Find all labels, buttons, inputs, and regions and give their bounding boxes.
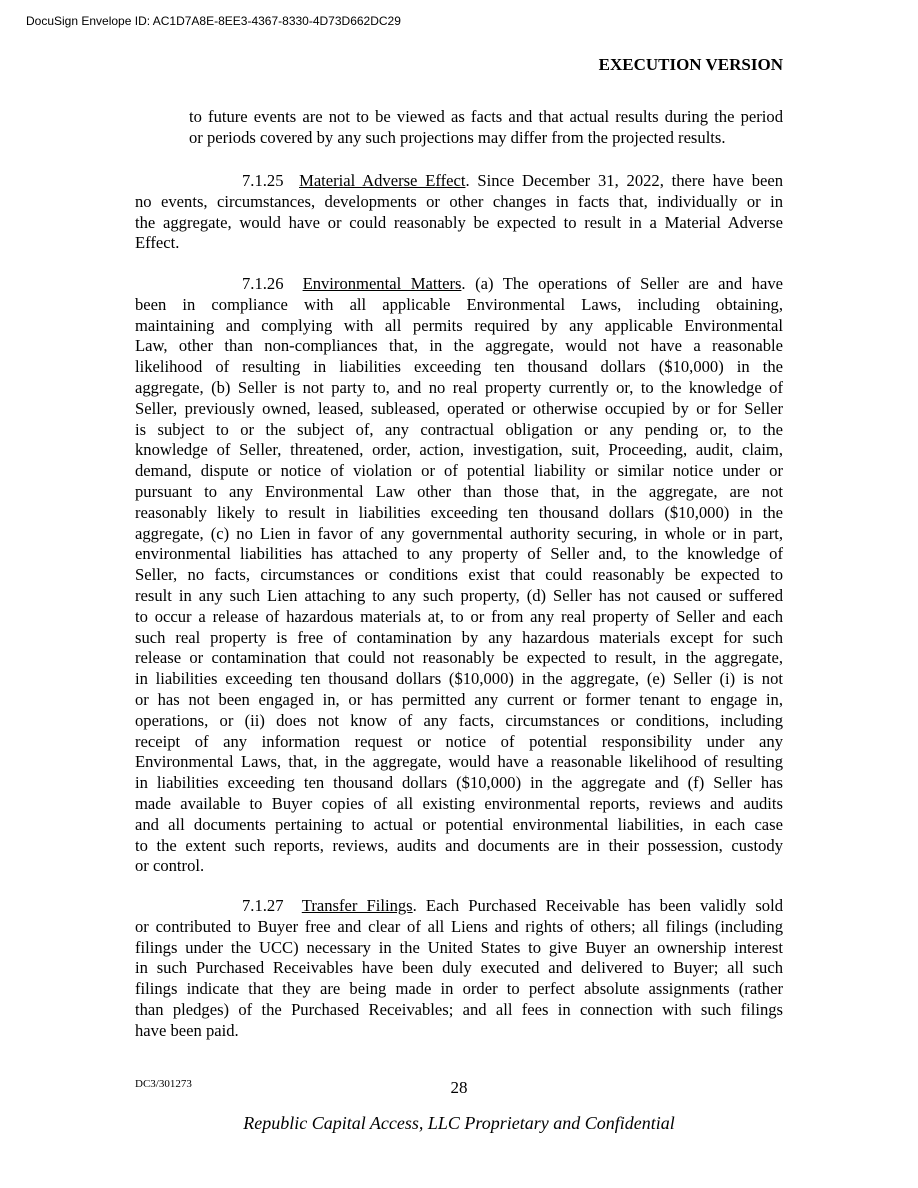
text-line: and all documents pertaining to actual or potential environmental liabilities, in each case bbox=[135, 814, 783, 834]
section-7-1-26 bbox=[135, 274, 783, 877]
text-line: Seller, previously owned, leased, subleased, operated or otherwise occupied by or for Seller bbox=[135, 398, 783, 418]
text-line: filings under the UCC) necessary in the United States to give Buyer an ownership interest bbox=[135, 937, 783, 957]
text-line: environmental liabilities has attached to any property of Seller and, to the knowledge of bbox=[135, 544, 783, 564]
text-line: made available to Buyer copies of all existing environmental reports, reviews and audits bbox=[135, 793, 783, 813]
section-7-1-25 bbox=[135, 171, 783, 254]
docusign-envelope-id: DocuSign Envelope ID: AC1D7A8E-8EE3-4367-8330-4D73D662DC29 bbox=[26, 14, 401, 28]
section-heading: Environmental Matters bbox=[302, 274, 462, 293]
text-line: result in any such Lien attaching to any such property, (d) Seller has not caused or suffered bbox=[135, 585, 783, 605]
text-line: Environmental Laws, that, in the aggregate, would have a reasonable likelihood of resulting bbox=[135, 752, 783, 772]
text-line: or contributed to Buyer free and clear of all Liens and rights of others; all filings (including bbox=[135, 916, 783, 936]
text-line: receipt of any information request or notice of potential responsibility under any bbox=[135, 731, 783, 751]
section-number: 7.1.26 bbox=[242, 274, 284, 293]
text-line: is subject to or the subject of, any contractual obligation or any pending or, to the bbox=[135, 419, 783, 439]
text-line: demand, dispute or notice of violation or of potential liability or similar notice under or bbox=[135, 461, 783, 481]
continuation-paragraph bbox=[189, 107, 783, 149]
text-line: likelihood of resulting in liabilities exceeding ten thousand dollars ($10,000) in the bbox=[135, 357, 783, 377]
text-segment: . (a) The operations of Seller are and have bbox=[461, 274, 783, 293]
section-number: 7.1.25 bbox=[242, 171, 284, 190]
text-line: filings indicate that they are being made in order to perfect absolute assignments (rather bbox=[135, 979, 783, 999]
text-line: in such Purchased Receivables have been duly executed and delivered to Buyer; all such bbox=[135, 958, 783, 978]
confidentiality-notice: Republic Capital Access, LLC Proprietary and Confidential bbox=[243, 1113, 675, 1133]
text-line: operations, or (ii) does not know of any facts, circumstances or conditions, including bbox=[135, 710, 783, 730]
text-line: Effect. bbox=[135, 233, 180, 253]
text-line: than pledges) of the Purchased Receivables; and all fees in connection with such filings bbox=[135, 999, 783, 1019]
text-line: no events, circumstances, developments or other changes in facts that, individually or in bbox=[135, 191, 783, 211]
text-line: in liabilities exceeding ten thousand dollars ($10,000) in the aggregate, (e) Seller (i) is not bbox=[135, 669, 783, 689]
document-id: DC3/301273 bbox=[135, 1078, 192, 1090]
text-line: maintaining and complying with all permits required by any applicable Environmental bbox=[135, 315, 783, 335]
section-first-line bbox=[135, 896, 783, 917]
text-line: release or contamination that could not reasonably be expected to result, in the aggregate, bbox=[135, 648, 783, 668]
text-segment: . Each Purchased Receivable has been validly sold bbox=[412, 896, 784, 915]
text-line: aggregate, (c) no Lien in favor of any governmental authority securing, in whole or in part, bbox=[135, 523, 783, 543]
section-first-line bbox=[135, 171, 783, 192]
text-line: been in compliance with all applicable Environmental Laws, including obtaining, bbox=[135, 294, 783, 314]
section-7-1-27 bbox=[135, 896, 783, 1042]
text-line: aggregate, (b) Seller is not party to, and no real property currently or, to the knowledge of bbox=[135, 377, 783, 397]
text-line: Law, other than non-compliances that, in the aggregate, would not have a reasonable bbox=[135, 336, 783, 356]
text-line: to future events are not to be viewed as facts and that actual results during the period bbox=[189, 107, 783, 126]
text-line: to occur a release of hazardous materials at, to or from any real property of Seller and each bbox=[135, 606, 783, 626]
text-line: or has not been engaged in, or has permitted any current or former tenant to engage in, bbox=[135, 689, 783, 709]
text-line: to the extent such reports, reviews, audits and documents are in their possession, custody bbox=[135, 835, 783, 855]
section-heading: Transfer Filings bbox=[301, 896, 413, 915]
section-number: 7.1.27 bbox=[242, 896, 284, 915]
text-line: knowledge of Seller, threatened, order, action, investigation, suit, Proceeding, audit, claim, bbox=[135, 440, 783, 460]
text-line: or periods covered by any such projections may differ from the projected results. bbox=[189, 127, 726, 147]
text-line: have been paid. bbox=[135, 1020, 239, 1040]
section-heading: Material Adverse Effect bbox=[299, 171, 466, 190]
text-line: reasonably likely to result in liabilities exceeding ten thousand dollars ($10,000) in the bbox=[135, 502, 783, 522]
section-first-line bbox=[135, 274, 783, 295]
text-line: Seller, no facts, circumstances or conditions exist that could reasonably be expected to bbox=[135, 565, 783, 585]
text-line: pursuant to any Environmental Law other than those that, in the aggregate, are not bbox=[135, 481, 783, 501]
text-line: or control. bbox=[135, 856, 205, 876]
text-segment: . Since December 31, 2022, there have been bbox=[465, 171, 784, 190]
text-line: such real property is free of contamination by any hazardous materials except for such bbox=[135, 627, 783, 647]
text-line: the aggregate, would have or could reasonably be expected to result in a Material Adverse bbox=[135, 212, 783, 232]
page-number: 28 bbox=[450, 1078, 468, 1097]
execution-version-header: EXECUTION VERSION bbox=[598, 55, 783, 74]
text-line: in liabilities exceeding ten thousand dollars ($10,000) in the aggregate and (f) Seller has bbox=[135, 773, 783, 793]
